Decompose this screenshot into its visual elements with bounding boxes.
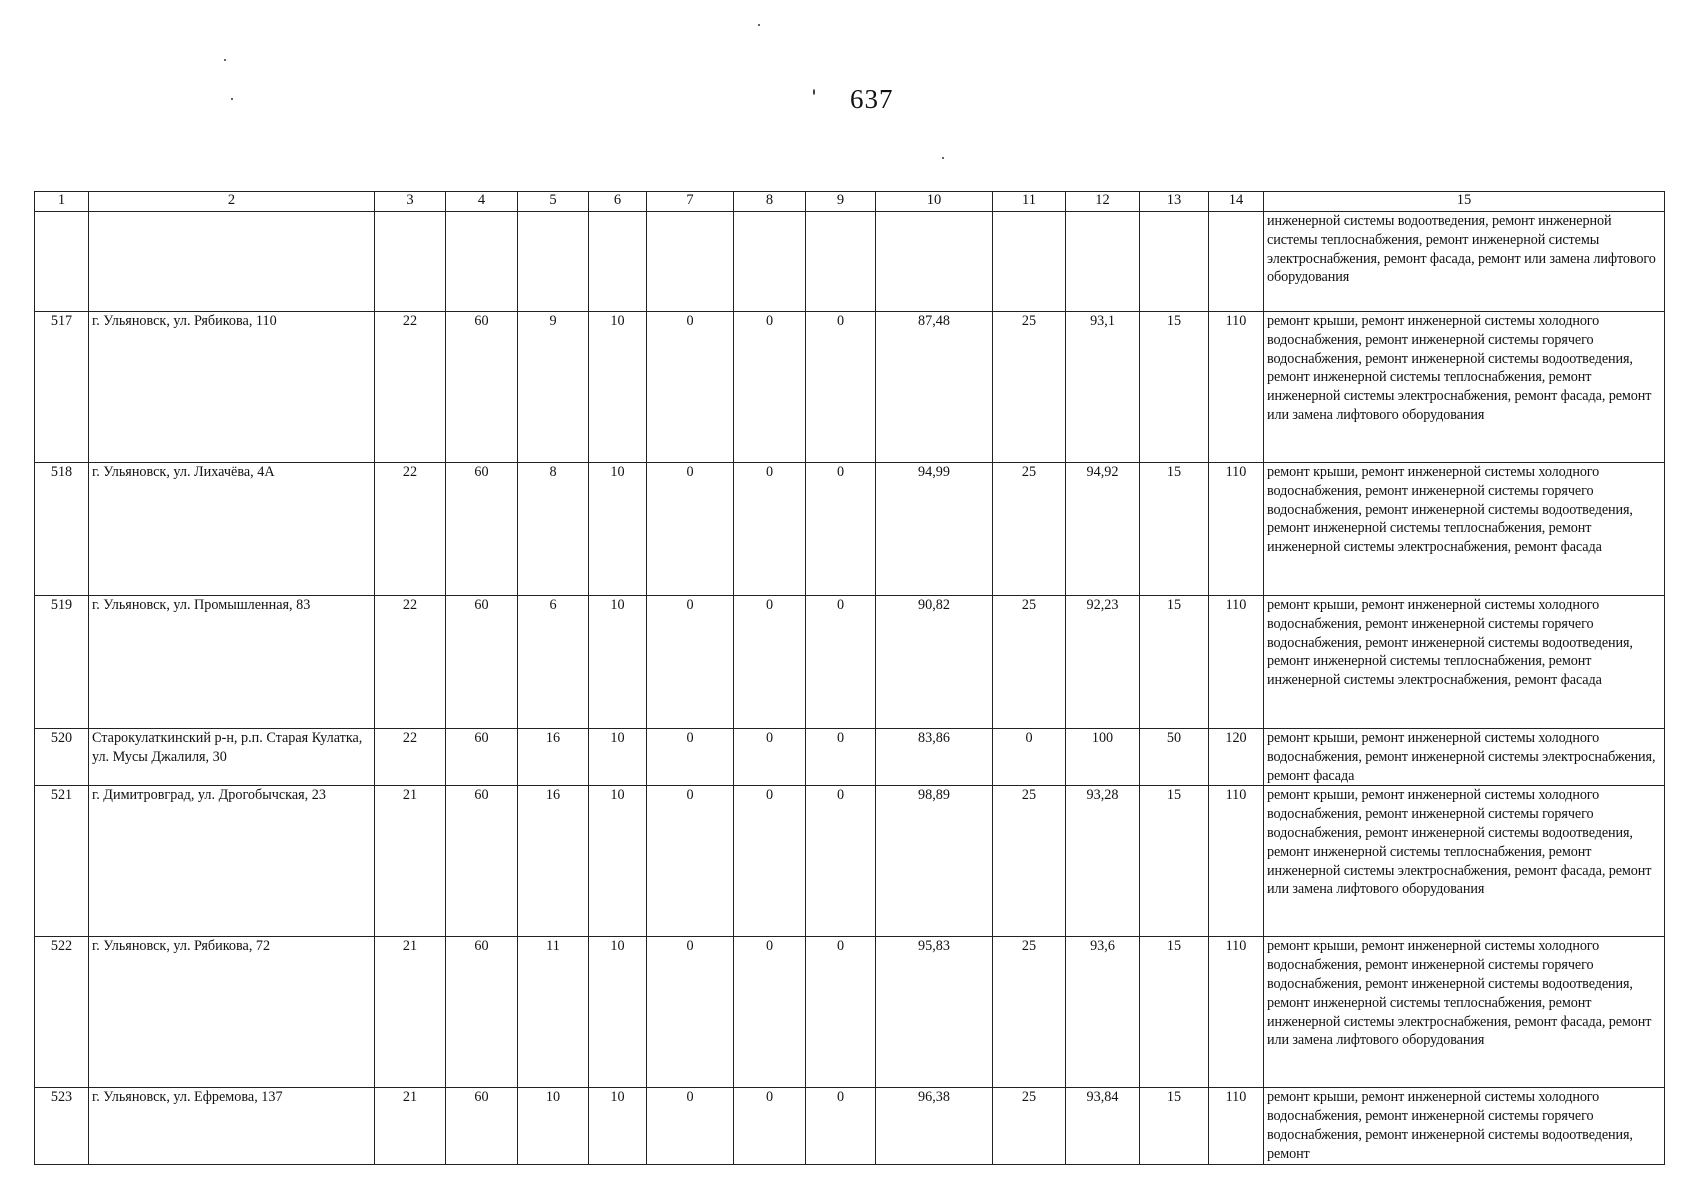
- table-row: [35, 729, 1665, 786]
- data-table: [34, 191, 1665, 1165]
- works-cell: ремонт крыши, ремонт инженерной системы холодного водоснабжения, ремонт инженерной системы горячего водоснабжения, ремонт инженерной системы водоотведения, ремонт инженерной системы теплоснабжения, ремонт инженерной системы электроснабжения, ремонт фасада: [1264, 463, 1665, 596]
- value-cell-5: 11: [518, 937, 589, 1088]
- value-cell-7: 0: [647, 1088, 734, 1164]
- table-row: [35, 1088, 1665, 1164]
- value-cell-13: 50: [1140, 729, 1209, 786]
- column-header: 9: [806, 192, 876, 212]
- value-cell-14: 120: [1209, 729, 1264, 786]
- value-cell-13: 15: [1140, 463, 1209, 596]
- value-cell-7: 0: [647, 312, 734, 463]
- value-cell-8: 0: [734, 729, 806, 786]
- row-number-cell: 517: [35, 312, 89, 463]
- value-cell-5: 6: [518, 596, 589, 729]
- value-cell-7: 0: [647, 596, 734, 729]
- value-cell-11: 25: [993, 463, 1066, 596]
- works-cell: ремонт крыши, ремонт инженерной системы холодного водоснабжения, ремонт инженерной системы горячего водоснабжения, ремонт инженерной системы водоотведения, ремонт инженерной системы теплоснабжения, ремонт инженерной системы электроснабжения, ремонт фасада, ремонт или замена лифтового оборудования: [1264, 786, 1665, 937]
- table-cell: [1066, 212, 1140, 312]
- address-cell: г. Ульяновск, ул. Ефремова, 137: [89, 1088, 375, 1164]
- column-header: 15: [1264, 192, 1665, 212]
- value-cell-12: 100: [1066, 729, 1140, 786]
- table-cell: [35, 212, 89, 312]
- value-cell-10: 83,86: [876, 729, 993, 786]
- column-header: 14: [1209, 192, 1264, 212]
- value-cell-8: 0: [734, 463, 806, 596]
- value-cell-4: 60: [446, 937, 518, 1088]
- works-cell: ремонт крыши, ремонт инженерной системы холодного водоснабжения, ремонт инженерной системы горячего водоснабжения, ремонт инженерной системы водоотведения, ремонт инженерной системы теплоснабжения, ремонт инженерной системы электроснабжения, ремонт фасада: [1264, 596, 1665, 729]
- value-cell-10: 95,83: [876, 937, 993, 1088]
- address-cell: г. Ульяновск, ул. Рябикова, 110: [89, 312, 375, 463]
- column-header: 12: [1066, 192, 1140, 212]
- row-number-cell: 523: [35, 1088, 89, 1164]
- value-cell-5: 8: [518, 463, 589, 596]
- value-cell-9: 0: [806, 463, 876, 596]
- column-header: 5: [518, 192, 589, 212]
- value-cell-12: 93,28: [1066, 786, 1140, 937]
- value-cell-9: 0: [806, 312, 876, 463]
- value-cell-13: 15: [1140, 1088, 1209, 1164]
- value-cell-8: 0: [734, 312, 806, 463]
- value-cell-9: 0: [806, 937, 876, 1088]
- value-cell-12: 93,84: [1066, 1088, 1140, 1164]
- value-cell-7: 0: [647, 729, 734, 786]
- value-cell-7: 0: [647, 786, 734, 937]
- value-cell-6: 10: [589, 1088, 647, 1164]
- row-number-cell: 521: [35, 786, 89, 937]
- value-cell-3: 22: [375, 463, 446, 596]
- column-header: 7: [647, 192, 734, 212]
- works-cell: инженерной системы водоотведения, ремонт инженерной системы теплоснабжения, ремонт инженерной системы электроснабжения, ремонт фасада, ремонт или замена лифтового оборудования: [1264, 212, 1665, 312]
- value-cell-9: 0: [806, 596, 876, 729]
- value-cell-5: 16: [518, 786, 589, 937]
- value-cell-3: 21: [375, 1088, 446, 1164]
- value-cell-11: 25: [993, 312, 1066, 463]
- value-cell-3: 21: [375, 786, 446, 937]
- value-cell-10: 98,89: [876, 786, 993, 937]
- table-row: [35, 312, 1665, 463]
- value-cell-4: 60: [446, 786, 518, 937]
- table-cell: [1209, 212, 1264, 312]
- works-cell: ремонт крыши, ремонт инженерной системы холодного водоснабжения, ремонт инженерной системы горячего водоснабжения, ремонт инженерной системы водоотведения, ремонт: [1264, 1088, 1665, 1164]
- value-cell-3: 21: [375, 937, 446, 1088]
- table-row: [35, 596, 1665, 729]
- table-cell: [647, 212, 734, 312]
- value-cell-7: 0: [647, 937, 734, 1088]
- works-cell: ремонт крыши, ремонт инженерной системы холодного водоснабжения, ремонт инженерной системы горячего водоснабжения, ремонт инженерной системы водоотведения, ремонт инженерной системы теплоснабжения, ремонт инженерной системы электроснабжения, ремонт фасада, ремонт или замена лифтового оборудования: [1264, 312, 1665, 463]
- value-cell-14: 110: [1209, 1088, 1264, 1164]
- value-cell-3: 22: [375, 729, 446, 786]
- value-cell-8: 0: [734, 596, 806, 729]
- value-cell-4: 60: [446, 596, 518, 729]
- value-cell-8: 0: [734, 937, 806, 1088]
- value-cell-3: 22: [375, 312, 446, 463]
- table-cell: [89, 212, 375, 312]
- table-row: [35, 937, 1665, 1088]
- table-cell: [446, 212, 518, 312]
- address-cell: г. Ульяновск, ул. Промышленная, 83: [89, 596, 375, 729]
- value-cell-14: 110: [1209, 786, 1264, 937]
- value-cell-4: 60: [446, 1088, 518, 1164]
- address-cell: г. Димитровград, ул. Дрогобычская, 23: [89, 786, 375, 937]
- value-cell-11: 25: [993, 786, 1066, 937]
- value-cell-6: 10: [589, 463, 647, 596]
- value-cell-13: 15: [1140, 312, 1209, 463]
- value-cell-6: 10: [589, 596, 647, 729]
- table-cell: [806, 212, 876, 312]
- value-cell-3: 22: [375, 596, 446, 729]
- address-cell: Старокулаткинский р-н, р.п. Старая Кулатка, ул. Мусы Джалиля, 30: [89, 729, 375, 786]
- value-cell-9: 0: [806, 1088, 876, 1164]
- value-cell-12: 93,1: [1066, 312, 1140, 463]
- value-cell-6: 10: [589, 312, 647, 463]
- scan-speck: [813, 89, 815, 95]
- column-header: 8: [734, 192, 806, 212]
- value-cell-6: 10: [589, 937, 647, 1088]
- value-cell-9: 0: [806, 729, 876, 786]
- value-cell-4: 60: [446, 312, 518, 463]
- value-cell-11: 25: [993, 1088, 1066, 1164]
- value-cell-5: 10: [518, 1088, 589, 1164]
- column-header: 4: [446, 192, 518, 212]
- value-cell-4: 60: [446, 729, 518, 786]
- column-header: 3: [375, 192, 446, 212]
- continuation-row: [35, 212, 1665, 312]
- table-cell: [589, 212, 647, 312]
- column-header: 13: [1140, 192, 1209, 212]
- value-cell-9: 0: [806, 786, 876, 937]
- value-cell-13: 15: [1140, 937, 1209, 1088]
- table-cell: [518, 212, 589, 312]
- row-number-cell: 520: [35, 729, 89, 786]
- value-cell-14: 110: [1209, 312, 1264, 463]
- works-cell: ремонт крыши, ремонт инженерной системы холодного водоснабжения, ремонт инженерной системы горячего водоснабжения, ремонт инженерной системы водоотведения, ремонт инженерной системы теплоснабжения, ремонт инженерной системы электроснабжения, ремонт фасада, ремонт или замена лифтового оборудования: [1264, 937, 1665, 1088]
- value-cell-11: 25: [993, 596, 1066, 729]
- column-header: 6: [589, 192, 647, 212]
- value-cell-5: 9: [518, 312, 589, 463]
- scan-speck: [231, 98, 233, 100]
- value-cell-5: 16: [518, 729, 589, 786]
- scan-speck: [942, 157, 944, 159]
- table-cell: [876, 212, 993, 312]
- column-header: 11: [993, 192, 1066, 212]
- row-number-cell: 519: [35, 596, 89, 729]
- row-number-cell: 518: [35, 463, 89, 596]
- value-cell-7: 0: [647, 463, 734, 596]
- column-header: 2: [89, 192, 375, 212]
- value-cell-14: 110: [1209, 937, 1264, 1088]
- value-cell-6: 10: [589, 786, 647, 937]
- column-header: 10: [876, 192, 993, 212]
- row-number-cell: 522: [35, 937, 89, 1088]
- value-cell-10: 87,48: [876, 312, 993, 463]
- table-cell: [734, 212, 806, 312]
- value-cell-13: 15: [1140, 786, 1209, 937]
- scan-speck: [758, 24, 760, 26]
- table-cell: [375, 212, 446, 312]
- value-cell-14: 110: [1209, 596, 1264, 729]
- value-cell-6: 10: [589, 729, 647, 786]
- page-number: 637: [850, 84, 894, 114]
- value-cell-4: 60: [446, 463, 518, 596]
- table-row: [35, 786, 1665, 937]
- column-header: 1: [35, 192, 89, 212]
- value-cell-14: 110: [1209, 463, 1264, 596]
- value-cell-13: 15: [1140, 596, 1209, 729]
- address-cell: г. Ульяновск, ул. Лихачёва, 4А: [89, 463, 375, 596]
- value-cell-10: 96,38: [876, 1088, 993, 1164]
- value-cell-12: 93,6: [1066, 937, 1140, 1088]
- table-cell: [993, 212, 1066, 312]
- value-cell-10: 90,82: [876, 596, 993, 729]
- value-cell-8: 0: [734, 786, 806, 937]
- scan-speck: [224, 59, 226, 61]
- value-cell-8: 0: [734, 1088, 806, 1164]
- value-cell-10: 94,99: [876, 463, 993, 596]
- address-cell: г. Ульяновск, ул. Рябикова, 72: [89, 937, 375, 1088]
- table-row: [35, 463, 1665, 596]
- value-cell-12: 94,92: [1066, 463, 1140, 596]
- value-cell-11: 0: [993, 729, 1066, 786]
- value-cell-11: 25: [993, 937, 1066, 1088]
- header-row: [35, 192, 1665, 212]
- table-cell: [1140, 212, 1209, 312]
- works-cell: ремонт крыши, ремонт инженерной системы холодного водоснабжения, ремонт инженерной системы электроснабжения, ремонт фасада: [1264, 729, 1665, 786]
- value-cell-12: 92,23: [1066, 596, 1140, 729]
